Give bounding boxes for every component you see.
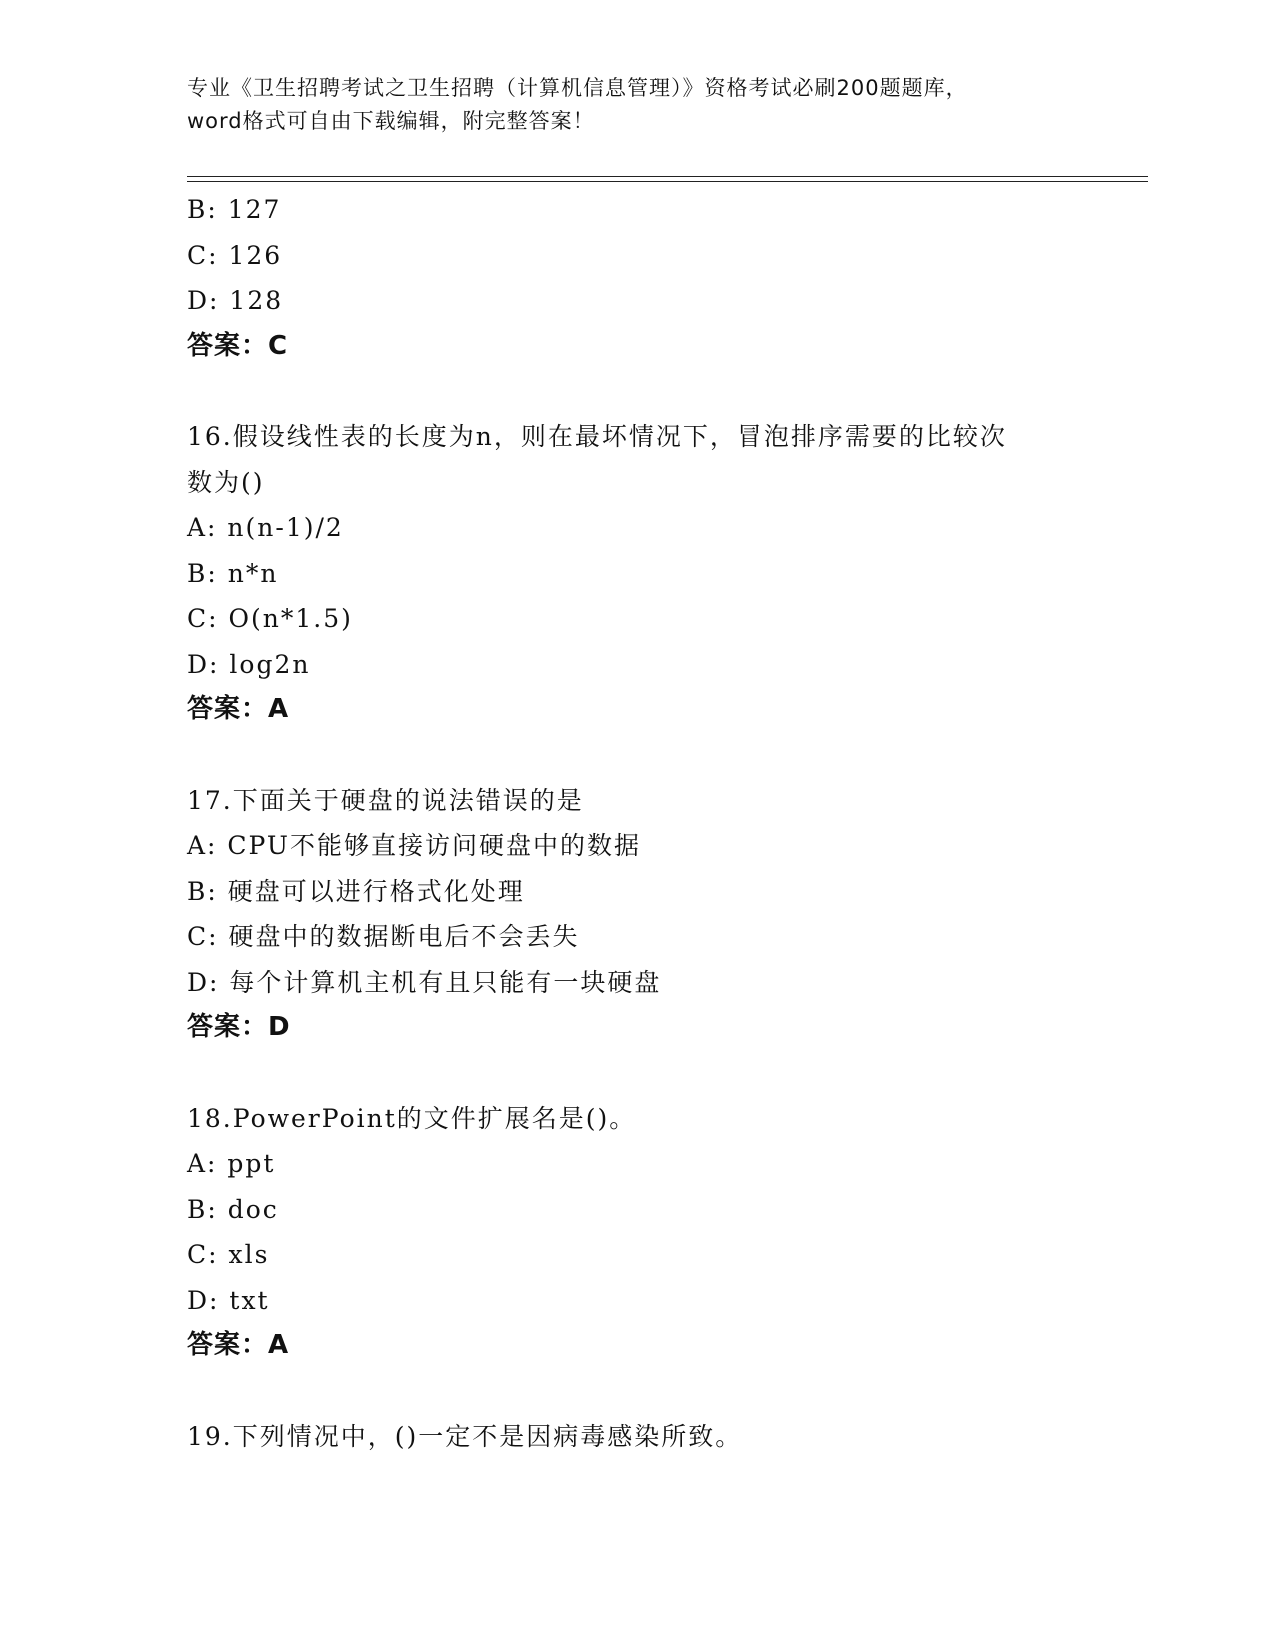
answer-line: 答案：C xyxy=(187,330,289,361)
question-text-line-1: 16.假设线性表的长度为n，则在最坏情况下，冒泡排序需要的比较次 xyxy=(187,422,1007,451)
header-title-line-2: word格式可自由下载编辑，附完整答案！ xyxy=(187,109,595,133)
option-b: B: 127 xyxy=(187,195,282,224)
question-17 xyxy=(187,778,1087,1051)
option-a: A: n(n-1)/2 xyxy=(187,513,344,542)
spacer xyxy=(187,1369,1087,1414)
question-text: 19.下列情况中，()一定不是因病毒感染所致。 xyxy=(187,1421,743,1451)
option-d: D: 每个计算机主机有且只能有一块硬盘 xyxy=(187,967,662,997)
spacer xyxy=(187,369,1087,414)
answer-line: 答案：A xyxy=(187,1330,290,1360)
option-c: C: xls xyxy=(187,1240,270,1269)
header-title-line-1: 专业《卫生招聘考试之卫生招聘（计算机信息管理）》资格考试必刷200题题库， xyxy=(187,76,968,100)
question-text: 17.下面关于硬盘的说法错误的是 xyxy=(187,785,584,815)
question-15-tail xyxy=(187,187,1087,369)
question-text: 18.PowerPoint的文件扩展名是()。 xyxy=(187,1103,637,1133)
question-18 xyxy=(187,1096,1087,1369)
option-a: A: ppt xyxy=(187,1149,276,1178)
question-16 xyxy=(187,414,1087,733)
spacer xyxy=(187,1051,1087,1096)
option-d: D: 128 xyxy=(187,286,284,315)
option-d: D: log2n xyxy=(187,649,311,679)
option-c: C: 126 xyxy=(187,240,283,270)
header-divider-bottom xyxy=(187,181,1148,182)
spacer xyxy=(187,733,1087,778)
answer-line: 答案：A xyxy=(187,694,290,724)
question-text-line-2: 数为() xyxy=(187,467,265,497)
document-header xyxy=(187,72,1087,138)
question-list xyxy=(187,187,1087,1459)
option-b: B: doc xyxy=(187,1194,279,1224)
option-c: C: 硬盘中的数据断电后不会丢失 xyxy=(187,922,580,951)
header-divider-top xyxy=(187,176,1148,177)
answer-line: 答案：D xyxy=(187,1012,291,1042)
question-19 xyxy=(187,1414,1087,1460)
option-a: A: CPU不能够直接访问硬盘中的数据 xyxy=(187,831,642,860)
option-c: C: O(n*1.5) xyxy=(187,604,353,633)
option-d: D: txt xyxy=(187,1285,270,1315)
option-b: B: 硬盘可以进行格式化处理 xyxy=(187,876,525,906)
option-b: B: n*n xyxy=(187,558,279,588)
